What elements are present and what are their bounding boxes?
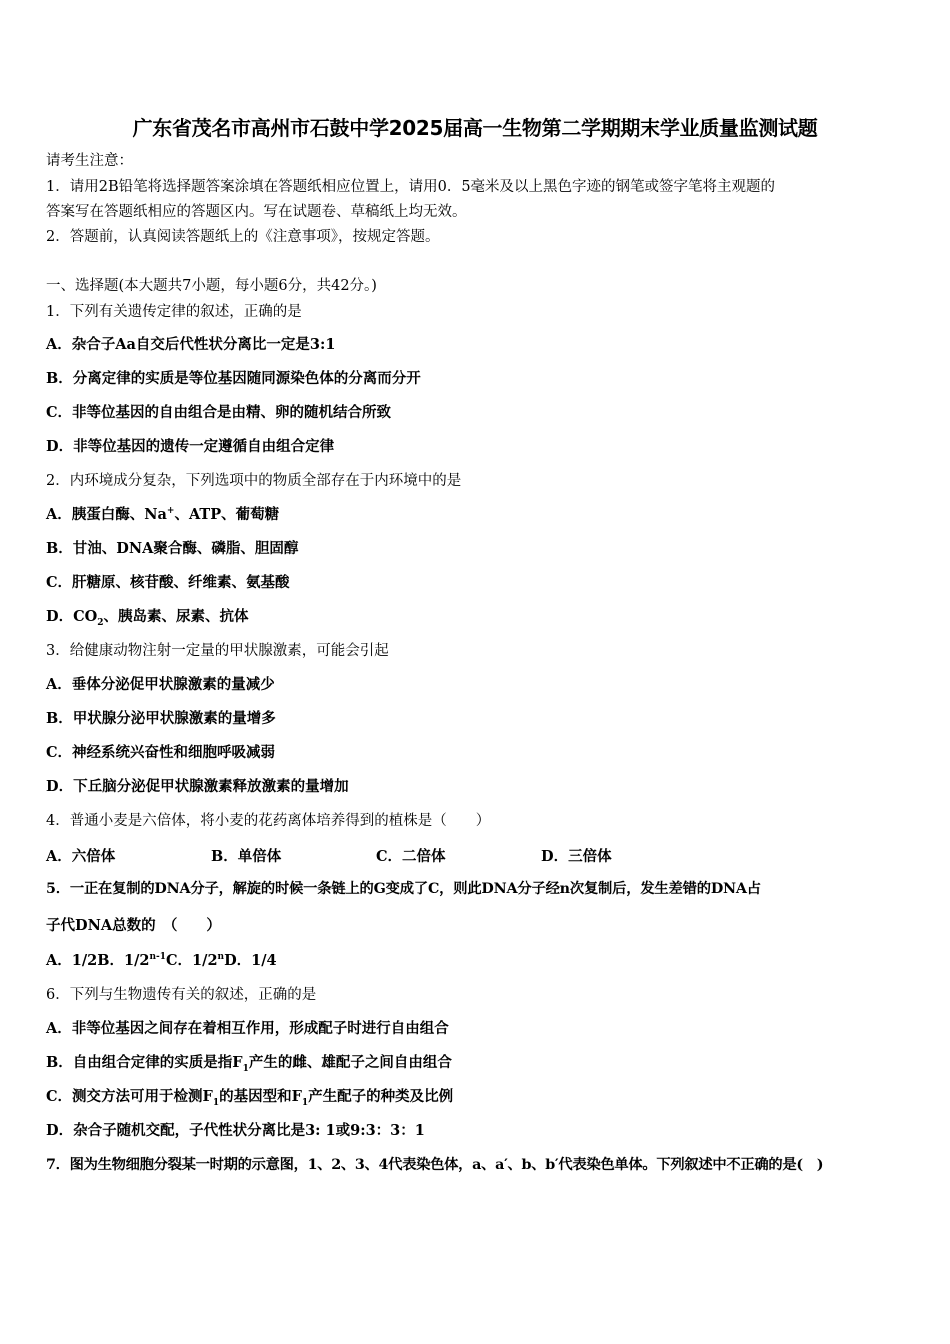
question-6-option-b: B．自由组合定律的实质是指$F_1$产生的雌、雄配子之间自由组合	[46, 1054, 452, 1074]
question-1-option-a: A．杂合子Aa自交后代性状分离比一定是3:1	[46, 336, 336, 353]
question-6-stem: 6．下列与生物遗传有关的叙述，正确的是	[46, 987, 317, 1003]
question-5-stem-line-2: 子代DNA总数的 （ ）	[46, 917, 221, 934]
notice-item-2: 2．答题前，认真阅读答题纸上的《注意事项》，按规定答题。	[46, 229, 440, 245]
question-1-stem: 1．下列有关遗传定律的叙述，正确的是	[46, 304, 302, 320]
question-5-stem-line-1: 5．一正在复制的DNA分子，解旋的时候一条链上的G变成了C，则此DNA分子经n次复制后，发生差错的DNA占	[46, 881, 761, 897]
question-4-option-a: A．六倍体	[46, 848, 116, 865]
notice-item-1a: 1．请用2B铅笔将选择题答案涂填在答题纸相应位置上，请用0．5毫米及以上黑色字迹的钢笔或签字笔将主观题的	[46, 179, 776, 195]
question-6-option-a: A．非等位基因之间存在着相互作用，形成配子时进行自由组合	[46, 1020, 449, 1037]
question-4-option-c: C．二倍体	[376, 848, 446, 865]
question-1-option-b: B．分离定律的实质是等位基因随同源染色体的分离而分开	[46, 370, 421, 387]
notice-item-1b: 答案写在答题纸相应的答题区内。写在试题卷、草稿纸上均无效。	[46, 204, 467, 220]
section-heading: 一、选择题(本大题共7小题，每小题6分，共42分。)	[46, 278, 377, 294]
page-title: 广东省茂名市高州市石鼓中学2025届高一生物第二学期期末学业质量监测试题	[132, 116, 818, 140]
question-1-option-c: C．非等位基因的自由组合是由精、卵的随机结合所致	[46, 404, 392, 421]
question-6-option-c: C．测交方法可用于检测$F_1$的基因型和$F_1$产生配子的种类及比例	[46, 1088, 454, 1108]
question-2-option-d: D．$CO_2$、胰岛素、尿素、抗体	[46, 608, 249, 628]
question-3-stem: 3．给健康动物注射一定量的甲状腺激素，可能会引起	[46, 643, 389, 659]
question-7-stem: 7．图为生物细胞分裂某一时期的示意图，1、2、3、4代表染色体，a、a′、b、b′代表染色单体。下列叙述中不正确的是( )	[46, 1157, 824, 1173]
question-2-option-a: A．胰蛋白酶、Na+、ATP、葡萄糖	[46, 506, 280, 523]
question-6-option-d: D．杂合子随机交配，子代性状分离比是3: 1或9:3：3：1	[46, 1122, 425, 1139]
question-2-option-b: B．甘油、DNA聚合酶、磷脂、胆固醇	[46, 540, 299, 557]
question-4-stem: 4．普通小麦是六倍体，将小麦的花药离体培养得到的植株是（ ）	[46, 813, 491, 829]
question-5-options: A．1/2B．1/2$^{n-1}$C．1/2$^n$D．1/4	[46, 952, 277, 969]
question-1-option-d: D．非等位基因的遗传一定遵循自由组合定律	[46, 438, 335, 455]
question-2-stem: 2．内环境成分复杂，下列选项中的物质全部存在于内环境中的是	[46, 473, 462, 489]
question-2-option-c: C．肝糖原、核苷酸、纤维素、氨基酸	[46, 574, 290, 591]
question-3-option-d: D．下丘脑分泌促甲状腺激素释放激素的量增加	[46, 778, 349, 795]
question-4-option-b: B．单倍体	[211, 848, 282, 865]
question-4-option-d: D．三倍体	[541, 848, 612, 865]
question-3-option-a: A．垂体分泌促甲状腺激素的量减少	[46, 676, 275, 693]
question-3-option-b: B．甲状腺分泌甲状腺激素的量增多	[46, 710, 276, 727]
question-3-option-c: C．神经系统兴奋性和细胞呼吸减弱	[46, 744, 276, 761]
notice-heading: 请考生注意：	[46, 153, 133, 169]
